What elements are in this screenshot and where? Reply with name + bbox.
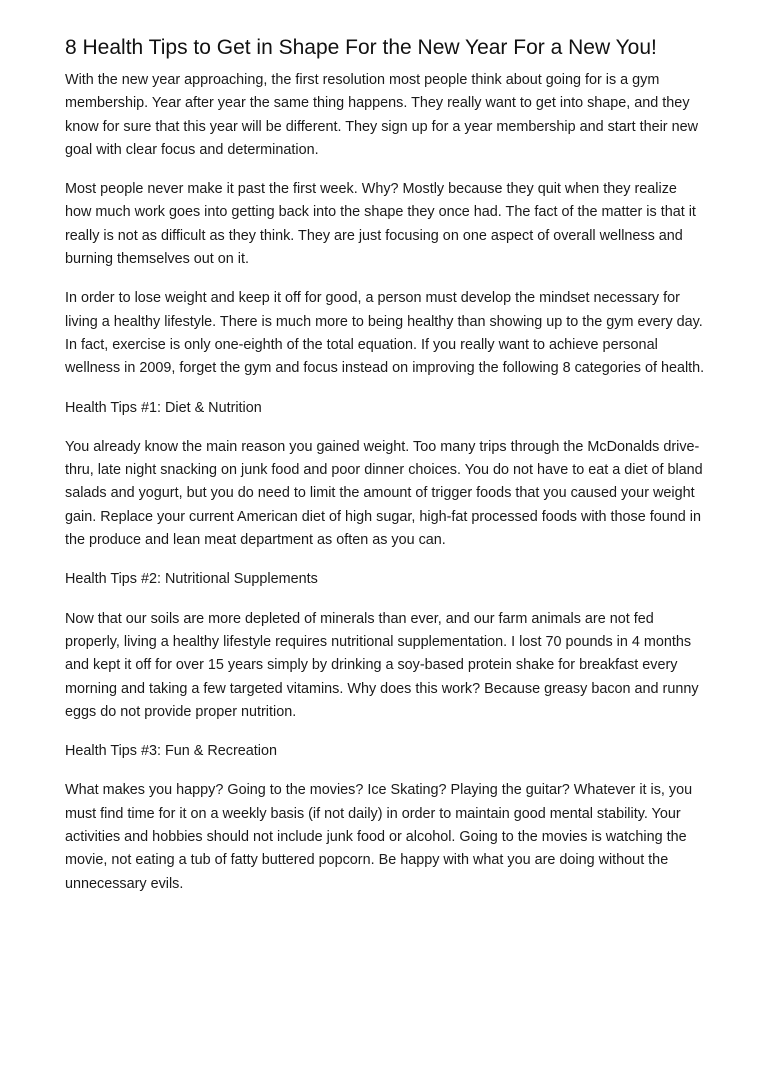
- paragraph-diet: You already know the main reason you gained weight. Too many trips through the McDonalds drive-thru, late night snacking on junk food and poor dinner choices. You do not have to eat a diet of bland salads and yogurt, but you do need to limit the amount of trigger foods that you caused your weight gain. Replace your current American diet of high sugar, high-fat processed foods with those found in the produce and lean meat department as often as you can.: [65, 438, 703, 549]
- section-heading-recreation: Health Tips #3: Fun & Recreation: [65, 743, 277, 760]
- paragraph-mindset: In order to lose weight and keep it off for good, a person must develop the mindset necessary for living a healthy lifestyle. There is much more to being healthy than showing up to the gym every day. In fact, exercise is only one-eighth of the total equation. If you really want to achieve personal wellness in 2009, forget the gym and focus instead on improving the following 8 categories of health.: [65, 290, 705, 377]
- paragraph-first-week: Most people never make it past the first week. Why? Mostly because they quit when they realize how much work goes into getting back into the shape they once had. The fact of the matter is that it really is not as difficult as they think. They are just focusing on one aspect of overall wellness and burning themselves out on it.: [65, 181, 696, 268]
- paragraph-intro: With the new year approaching, the first resolution most people think about going for is a gym membership. Year after year the same thing happens. They really want to get into shape, and they know for sure that this year will be different. They sign up for a year membership and start their new goal with clear focus and determination.: [65, 72, 698, 158]
- section-heading-supplements: Health Tips #2: Nutritional Supplements: [65, 571, 318, 588]
- section-heading-diet: Health Tips #1: Diet & Nutrition: [65, 399, 262, 416]
- document-page: [65, 36, 705, 912]
- paragraph-supplements: Now that our soils are more depleted of minerals than ever, and our farm animals are not fed properly, living a healthy lifestyle requires nutritional supplementation. I lost 70 pounds in 4 months and kept it off for over 15 years simply by drinking a soy-based protein shake for breakfast every morning and taking a few targeted vitamins. Why does this work? Because greasy bacon and runny eggs do not provide proper nutrition.: [65, 610, 699, 720]
- document-title: 8 Health Tips to Get in Shape For the New Year For a New You!: [65, 36, 657, 59]
- paragraph-recreation: What makes you happy? Going to the movies? Ice Skating? Playing the guitar? Whatever it is, you must find time for it on a weekly basis (if not daily) in order to maintain good mental stability. Your activities and hobbies should not include junk food or alcohol. Going to the movies is watching the movie, not eating a tub of fatty buttered popcorn. Be happy with what you are doing without the unnecessary evils.: [65, 782, 693, 892]
